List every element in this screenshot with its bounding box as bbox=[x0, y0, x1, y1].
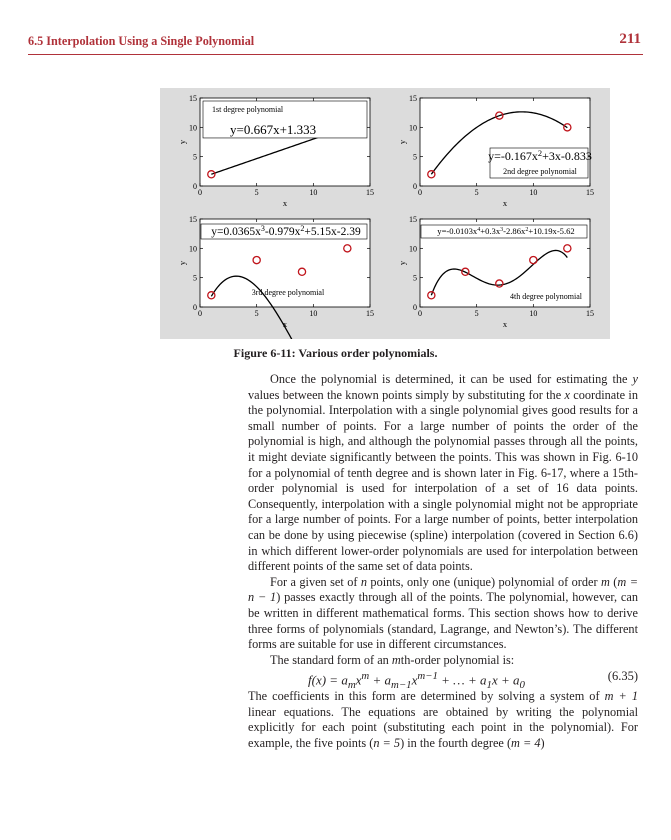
eq-text: +0.3 bbox=[480, 226, 496, 236]
x-tick-label: 15 bbox=[366, 188, 374, 197]
equation-6-35 bbox=[248, 669, 638, 692]
x-axis-label: x bbox=[502, 319, 508, 329]
eq-exponent: 2 bbox=[300, 223, 305, 233]
eq-text: y=0.667x+1.333 bbox=[230, 122, 317, 137]
eq-text: -0.979 bbox=[264, 226, 295, 238]
eq-text: +3x-0.833 bbox=[542, 149, 592, 163]
y-tick-label: 0 bbox=[413, 303, 417, 312]
plot-title: 3rd degree polynomial bbox=[251, 288, 325, 297]
plot-2 bbox=[397, 94, 594, 208]
y-tick-label: 10 bbox=[189, 244, 197, 254]
y-axis-label: y bbox=[397, 260, 407, 266]
plot-1 bbox=[177, 94, 374, 208]
x-tick-label: 5 bbox=[254, 188, 259, 197]
equation-body: $f(x) = a_mx^m + a_{m-1}x^{m-1}$ + … + $a_1x + a_0$ bbox=[308, 670, 525, 692]
x-tick-label: 10 bbox=[309, 309, 318, 318]
y-tick-label: 15 bbox=[189, 94, 197, 103]
y-axis-label: y bbox=[177, 260, 187, 266]
eq-exponent: 2 bbox=[525, 227, 529, 233]
y-tick-label: 15 bbox=[409, 215, 417, 224]
y-tick-label: 10 bbox=[189, 123, 197, 133]
x-axis-label: x bbox=[502, 198, 508, 208]
x-tick-label: 5 bbox=[474, 309, 479, 318]
figure-6-11 bbox=[160, 88, 610, 339]
y-tick-label: 15 bbox=[409, 94, 417, 103]
eq-text: y=-0.0103 bbox=[437, 226, 473, 236]
x-tick-label: 5 bbox=[254, 309, 259, 318]
paragraph-2: For a given set of n points, only one (unique) polynomial of order m (m = n − 1) passes exactly through all of the points. The polynomial, however, can be written in different mathematical forms. This section shows how to derive three forms of polynomials (standard, Lagrange, and Newton’s). The different forms are suitable for use in different circumstances. bbox=[248, 574, 638, 652]
eq-exponent: 3 bbox=[500, 227, 504, 233]
running-header bbox=[28, 31, 643, 55]
eq-exponent: 3 bbox=[260, 223, 265, 233]
y-tick-label: 0 bbox=[193, 182, 197, 191]
x-tick-label: 5 bbox=[474, 188, 479, 197]
y-tick-label: 10 bbox=[409, 123, 417, 133]
eq-var: x bbox=[472, 226, 478, 236]
paragraph-3: The standard form of an mth-order polynomial is: bbox=[270, 652, 515, 667]
eq-text: y=0.0365 bbox=[211, 226, 256, 238]
eq-var: x bbox=[495, 226, 501, 236]
x-tick-label: 15 bbox=[366, 309, 374, 318]
x-axis-label: x bbox=[282, 198, 288, 208]
plot-title: 4th degree polynomial bbox=[510, 292, 582, 301]
y-axis-label: y bbox=[177, 139, 187, 145]
figure-plots bbox=[160, 88, 610, 339]
eq-text: -2.86 bbox=[503, 226, 522, 236]
y-tick-label: 0 bbox=[413, 182, 417, 191]
y-tick-label: 0 bbox=[193, 303, 197, 312]
equation-number: (6.35) bbox=[607, 669, 638, 684]
y-tick-label: 5 bbox=[413, 273, 417, 283]
eq-text: y=-0.167 bbox=[488, 149, 532, 163]
x-tick-label: 10 bbox=[529, 309, 538, 318]
y-tick-label: 5 bbox=[193, 273, 197, 283]
x-axis-label: x bbox=[282, 319, 288, 329]
plot-4 bbox=[397, 215, 594, 329]
eq-var: x bbox=[531, 149, 538, 163]
x-tick-label: 0 bbox=[198, 188, 202, 197]
plot-equation bbox=[230, 122, 316, 137]
y-tick-label: 5 bbox=[413, 152, 417, 162]
plot-title: 1st degree polynomial bbox=[212, 105, 284, 114]
x-tick-label: 0 bbox=[418, 309, 422, 318]
paragraph-1: Once the polynomial is determined, it can be used for estimating the y values between the known points simply by substituting for the x coordinate in the polynomial. Interpolation with a single polynomial gives good results for a small number of points. For a large number of points the order of the polynomial is high, and although the polynomial passes through all the points, it might deviate significantly between the points. This was shown in Fig. 6-10 for a polynomial of tenth degree and is shown later in Fig. 6-17, where a 15th-order polynomial is used for interpolation of a set of 16 data points. Consequently, interpolation with a single polynomial might not be appropriate for a large number of points. For a large number of points, better interpolation can be done by using piecewise (spline) interpolation (covered in Section 6.6) in which different lower-order polynomials are used for interpolation between different points of the same set of data points. bbox=[248, 372, 638, 574]
eq-exponent: 2 bbox=[537, 148, 543, 158]
figure-caption: Figure 6-11: Various order polynomials. bbox=[233, 346, 438, 360]
section-title: 6.5 Interpolation Using a Single Polynomial bbox=[28, 34, 255, 48]
x-tick-label: 0 bbox=[418, 188, 422, 197]
eq-var: x bbox=[255, 226, 261, 238]
plot-title: 2nd degree polynomial bbox=[503, 167, 577, 176]
eq-text: +10.19x-5.62 bbox=[528, 226, 575, 236]
plot-equation bbox=[211, 224, 361, 239]
x-tick-label: 15 bbox=[586, 188, 594, 197]
x-tick-label: 15 bbox=[586, 309, 594, 318]
y-tick-label: 15 bbox=[189, 215, 197, 224]
eq-var: x bbox=[294, 226, 301, 238]
body-text bbox=[248, 372, 638, 752]
y-axis-label: y bbox=[397, 139, 407, 145]
x-tick-label: 0 bbox=[198, 309, 202, 318]
eq-text: +5.15x-2.39 bbox=[304, 226, 361, 238]
x-tick-label: 10 bbox=[309, 188, 318, 197]
paragraph-4: The coefficients in this form are determined by solving a system of m + 1 linear equations. The equations are obtained by writing the polynomial explicitly for each point (substituting each point in the polynomial). For example, the five points (n = 5) in the fourth degree (m = 4) bbox=[248, 689, 638, 751]
y-tick-label: 5 bbox=[193, 152, 197, 162]
eq-var: x bbox=[521, 226, 526, 236]
eq-exponent: 4 bbox=[477, 227, 481, 233]
y-tick-label: 10 bbox=[409, 244, 417, 254]
page-number: 211 bbox=[619, 31, 641, 47]
plot-3 bbox=[177, 215, 374, 339]
x-tick-label: 10 bbox=[529, 188, 538, 197]
plot-equation bbox=[437, 226, 574, 236]
